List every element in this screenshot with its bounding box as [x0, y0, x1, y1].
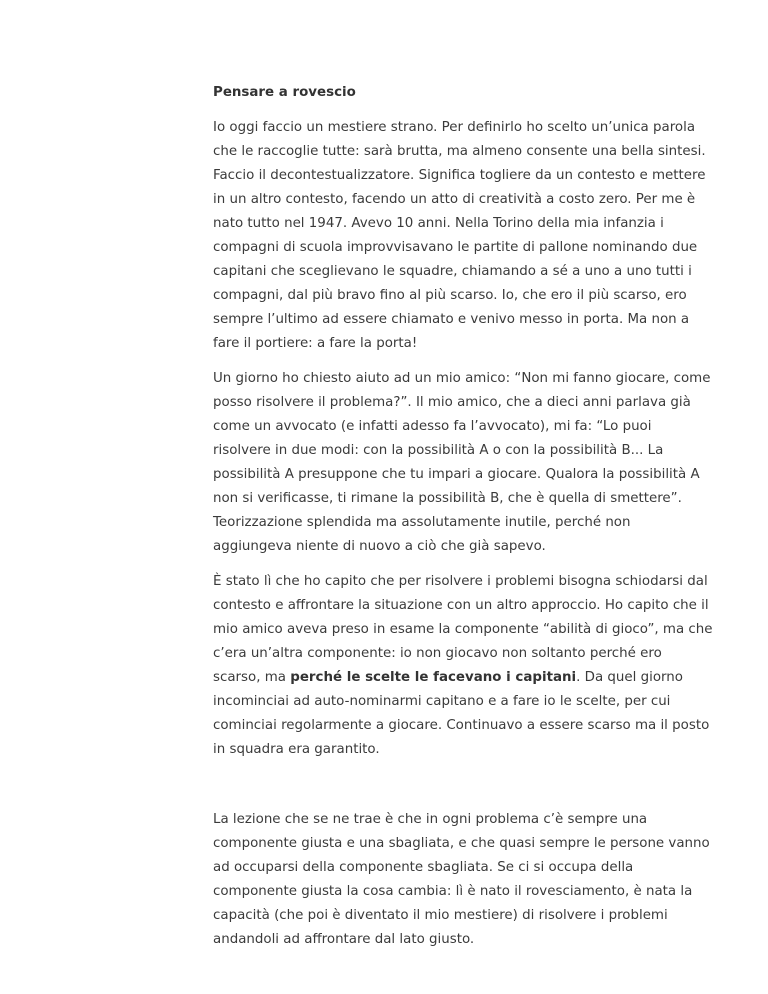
document-title: Pensare a rovescio — [213, 85, 356, 100]
paragraph-3-bold-phrase: perché le scelte le facevano i capitani — [290, 670, 577, 685]
paragraph-3 — [213, 570, 713, 762]
paragraph-2: Un giorno ho chiesto aiuto ad un mio amico: “Non mi fanno giocare, come posso risolvere il problema?”. Il mio amico, che a dieci anni parlava già come un avvocato (e infatti adesso fa l’avvocato), mi fa: “Lo puoi risolvere in due modi: con la possibilità A o con la possibilità B... La possibilità A presuppone che tu impari a giocare. Qualora la possibilità A non si verificasse, ti rimane la possibilità B, che è quella di smettere”. Teorizzazione splendida ma assolutamente inutile, perché non aggiungeva niente di nuovo a ciò che già sapevo. — [213, 371, 711, 554]
paragraph-1: Io oggi faccio un mestiere strano. Per definirlo ho scelto un’unica parola che le raccoglie tutte: sarà brutta, ma almeno consente una bella sintesi. Faccio il decontestualizzatore. Significa togliere da un contesto e mettere in un altro contesto, facendo un atto di creatività a costo zero. Per me è nato tutto nel 1947. Avevo 10 anni. Nella Torino della mia infanzia i compagni di scuola improvvisavano le partite di pallone nominando due capitani che sceglievano le squadre, chiamando a sé a uno a uno tutti i compagni, dal più bravo fino al più scarso. Io, che ero il più scarso, ero sempre l’ultimo ad essere chiamato e venivo messo in porta. Ma non a fare il portiere: a fare la porta! — [213, 120, 706, 351]
paragraph-spacer — [213, 773, 713, 808]
closing-paragraph: La lezione che se ne trae è che in ogni problema c’è sempre una componente giusta e una sbagliata, e che quasi sempre le persone vanno ad occuparsi della componente sbagliata. Se ci si occupa della componente giusta la cosa cambia: lì è nato il rovesciamento, è nata la capacità (che poi è diventato il mio mestiere) di risolvere i problemi andandoli ad affrontare dal lato giusto. — [213, 812, 710, 947]
paragraph-3-text-before: È stato lì che ho capito che per risolvere i problemi bisogna schiodarsi dal contesto e affrontare la situazione con un altro approccio. Ho capito che il mio amico aveva preso in esame la componente “abilità di gioco”, ma che c’era un’altra componente: io non giocavo non soltanto perché ero scarso, ma — [213, 574, 713, 685]
document-page — [213, 81, 713, 963]
paragraph-3-text-after: . Da quel giorno incominciai ad auto-nominarmi capitano e a fare io le scelte, per cui cominciai regolarmente a giocare. Continuavo a essere scarso ma il posto in squadra era garantito. — [213, 670, 710, 757]
